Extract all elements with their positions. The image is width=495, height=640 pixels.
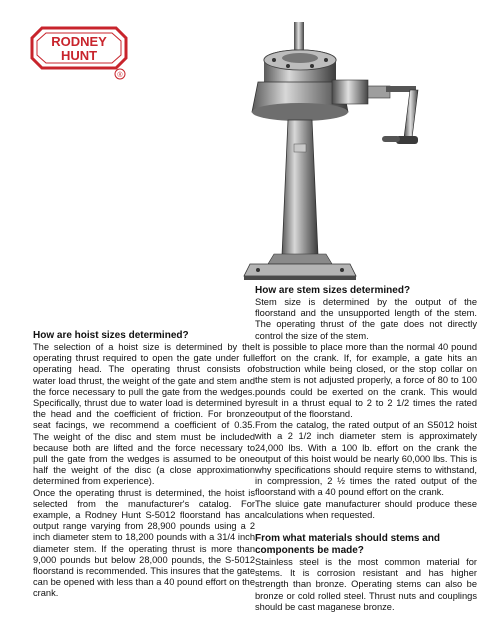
stem-sizes-heading: How are stem sizes determined? [255, 285, 411, 296]
right-column [255, 285, 477, 613]
floorstand-photo [228, 20, 438, 282]
left-column [33, 330, 255, 600]
rodney-hunt-logo [28, 24, 130, 82]
hoist-sizes-paragraph-1: The selection of a hoist size is determined by the operating thrust required to open the gate under full operating head. The operating thrust consists of water load thrust, the weight of the gate and stem and the force necessary to pull the gate from the wedges. Specifically, thrust due to water load is determined by the head and the coefficient of friction. For bronze seat facings, we recommend a coefficient of 0.35. The weight of the disc and stem must be included because both are lifted and the force necessary to pull the gate from the wedges is assumed to be one half the weight of the disc (a close approximation determined from experience). [33, 342, 255, 487]
hoist-sizes-heading: How are hoist sizes determined? [33, 330, 189, 341]
logo-registered-mark: ® [117, 72, 123, 79]
stem-sizes-paragraph-4: The sluice gate manufacturer should produce these calculations when requested. [255, 498, 477, 520]
hoist-sizes-paragraph-2: Once the operating thrust is determined, the hoist is selected from the manufacturer's catalog. For example, a Rodney Hunt S-5012 floorstand has an output range varying from 28,900 pounds using a 2 inch diameter stem to 18,200 pounds with a 31/4 inch diameter stem. If the operating thrust is more than 9,000 pounds but below 28,000 pounds, the S-5012 floorstand is recommended. This insures that the gate can be opened with less than a 40 pound effort on the crank. [33, 487, 255, 599]
stem-sizes-paragraph-3: From the catalog, the rated output of an S5012 hoist with a 2 1/2 inch diameter stem is approximately 24,000 lbs. With a 100 lb. effort on the crank the output of this hoist would be nearly 60,000 lbs. This is why specifications should require stems to withstand, in compression, 2 ½ times the rated output of the floorstand with a 40 pound effort on the crank. [255, 420, 477, 498]
stem-sizes-paragraph-2: It is possible to place more than the normal 40 pound effort on the crank. If, for example, a gate hits an obstruction while being closed, or the stop collar on the stem is not adjusted properly, a force of 80 to 100 pounds could be exerted on the crank. This would result in a thrust equal to 2 to 2 1/2 times the rated output of the floorstand. [255, 341, 477, 420]
materials-paragraph-1: Stainless steel is the most common material for stems. It is corrosion resistant and has higher strength than bronze. Operating stems can also be bronze or cold rolled steel. Thrust nuts and couplings should be cast maganese bronze. [255, 557, 477, 612]
logo-line2: HUNT [60, 48, 98, 63]
materials-heading: From what materials should stems and components be made? [255, 533, 441, 557]
stem-sizes-paragraph-1: Stem size is determined by the output of the floorstand and the unsupported length of the stem. The operating thrust of the gate does not directly control the size of the stem. [255, 297, 477, 341]
logo-line1: RODNEY [51, 34, 107, 49]
